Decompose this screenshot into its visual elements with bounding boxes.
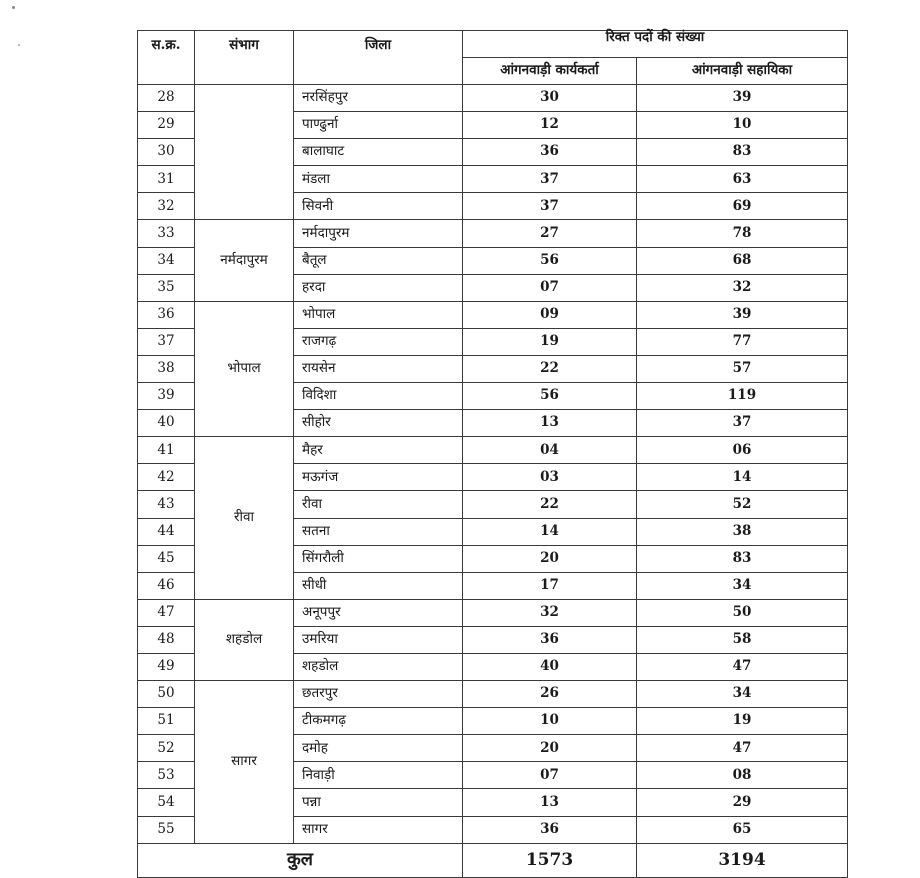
header-helper: आंगनवाड़ी सहायिका <box>637 58 848 85</box>
serial-cell: 37 <box>138 328 195 355</box>
helper-cell: 32 <box>637 274 848 301</box>
district-cell: सीधी <box>294 572 463 599</box>
serial-cell: 36 <box>138 301 195 328</box>
serial-cell: 30 <box>138 139 195 166</box>
helper-cell: 47 <box>637 735 848 762</box>
worker-cell: 03 <box>463 464 637 491</box>
district-cell: बैतूल <box>294 247 463 274</box>
helper-cell: 83 <box>637 139 848 166</box>
serial-cell: 45 <box>138 545 195 572</box>
division-cell: सागर <box>195 681 294 844</box>
district-cell: अनूपपुर <box>294 599 463 626</box>
serial-cell: 51 <box>138 708 195 735</box>
district-cell: टीकमगढ़ <box>294 708 463 735</box>
worker-cell: 13 <box>463 789 637 816</box>
worker-cell: 22 <box>463 491 637 518</box>
helper-cell: 38 <box>637 518 848 545</box>
serial-cell: 32 <box>138 193 195 220</box>
serial-cell: 35 <box>138 274 195 301</box>
helper-cell: 50 <box>637 599 848 626</box>
serial-cell: 40 <box>138 410 195 437</box>
worker-cell: 37 <box>463 166 637 193</box>
table-body <box>138 85 848 844</box>
worker-cell: 36 <box>463 626 637 653</box>
helper-cell: 57 <box>637 355 848 382</box>
helper-cell: 119 <box>637 383 848 410</box>
scan-dot <box>18 44 20 46</box>
worker-cell: 56 <box>463 247 637 274</box>
helper-cell: 34 <box>637 681 848 708</box>
table-row <box>138 301 848 328</box>
district-cell: सीहोर <box>294 410 463 437</box>
serial-cell: 49 <box>138 653 195 680</box>
worker-cell: 20 <box>463 735 637 762</box>
district-cell: मैहर <box>294 437 463 464</box>
worker-cell: 37 <box>463 193 637 220</box>
district-cell: हरदा <box>294 274 463 301</box>
division-cell: रीवा <box>195 437 294 600</box>
header-division: संभाग <box>195 31 294 85</box>
district-cell: शहडोल <box>294 653 463 680</box>
helper-cell: 69 <box>637 193 848 220</box>
worker-cell: 36 <box>463 139 637 166</box>
helper-cell: 08 <box>637 762 848 789</box>
helper-cell: 65 <box>637 816 848 843</box>
district-cell: मंडला <box>294 166 463 193</box>
district-cell: सागर <box>294 816 463 843</box>
serial-cell: 39 <box>138 383 195 410</box>
serial-cell: 33 <box>138 220 195 247</box>
helper-cell: 68 <box>637 247 848 274</box>
worker-cell: 12 <box>463 112 637 139</box>
district-cell: उमरिया <box>294 626 463 653</box>
header-district: जिला <box>294 31 463 85</box>
helper-cell: 34 <box>637 572 848 599</box>
worker-cell: 14 <box>463 518 637 545</box>
worker-cell: 40 <box>463 653 637 680</box>
helper-cell: 83 <box>637 545 848 572</box>
worker-cell: 30 <box>463 85 637 112</box>
serial-cell: 41 <box>138 437 195 464</box>
helper-cell: 52 <box>637 491 848 518</box>
serial-cell: 42 <box>138 464 195 491</box>
division-cell: भोपाल <box>195 301 294 436</box>
serial-cell: 29 <box>138 112 195 139</box>
serial-cell: 50 <box>138 681 195 708</box>
helper-cell: 14 <box>637 464 848 491</box>
worker-cell: 36 <box>463 816 637 843</box>
serial-cell: 52 <box>138 735 195 762</box>
helper-cell: 47 <box>637 653 848 680</box>
division-cell <box>195 85 294 220</box>
district-cell: विदिशा <box>294 383 463 410</box>
total-worker: 1573 <box>463 843 637 877</box>
helper-cell: 06 <box>637 437 848 464</box>
worker-cell: 32 <box>463 599 637 626</box>
header-sr: स.क्र. <box>138 31 195 85</box>
district-cell: राजगढ़ <box>294 328 463 355</box>
serial-cell: 31 <box>138 166 195 193</box>
district-cell: रीवा <box>294 491 463 518</box>
helper-cell: 39 <box>637 301 848 328</box>
district-cell: पन्ना <box>294 789 463 816</box>
district-cell: बालाघाट <box>294 139 463 166</box>
helper-cell: 58 <box>637 626 848 653</box>
worker-cell: 19 <box>463 328 637 355</box>
helper-cell: 10 <box>637 112 848 139</box>
serial-cell: 43 <box>138 491 195 518</box>
serial-cell: 38 <box>138 355 195 382</box>
district-cell: रायसेन <box>294 355 463 382</box>
worker-cell: 26 <box>463 681 637 708</box>
worker-cell: 04 <box>463 437 637 464</box>
district-cell: पाण्ढुर्ना <box>294 112 463 139</box>
helper-cell: 77 <box>637 328 848 355</box>
serial-cell: 47 <box>138 599 195 626</box>
district-cell: सिंगरौली <box>294 545 463 572</box>
worker-cell: 17 <box>463 572 637 599</box>
worker-cell: 22 <box>463 355 637 382</box>
serial-cell: 28 <box>138 85 195 112</box>
helper-cell: 39 <box>637 85 848 112</box>
district-cell: दमोह <box>294 735 463 762</box>
serial-cell: 53 <box>138 762 195 789</box>
helper-cell: 29 <box>637 789 848 816</box>
division-cell: नर्मदापुरम <box>195 220 294 301</box>
worker-cell: 13 <box>463 410 637 437</box>
district-cell: भोपाल <box>294 301 463 328</box>
helper-cell: 78 <box>637 220 848 247</box>
helper-cell: 19 <box>637 708 848 735</box>
total-label: कुल <box>138 843 463 877</box>
serial-cell: 48 <box>138 626 195 653</box>
worker-cell: 56 <box>463 383 637 410</box>
table-row <box>138 85 848 112</box>
helper-cell: 63 <box>637 166 848 193</box>
worker-cell: 27 <box>463 220 637 247</box>
total-row <box>138 843 848 877</box>
serial-cell: 54 <box>138 789 195 816</box>
district-cell: निवाड़ी <box>294 762 463 789</box>
table-row <box>138 220 848 247</box>
worker-cell: 09 <box>463 301 637 328</box>
division-cell: शहडोल <box>195 599 294 680</box>
serial-cell: 44 <box>138 518 195 545</box>
table-row <box>138 437 848 464</box>
header-worker: आंगनवाड़ी कार्यकर्ता <box>463 58 637 85</box>
district-cell: सिवनी <box>294 193 463 220</box>
district-cell: सतना <box>294 518 463 545</box>
table-row <box>138 599 848 626</box>
district-cell: नरसिंहपुर <box>294 85 463 112</box>
worker-cell: 10 <box>463 708 637 735</box>
serial-cell: 46 <box>138 572 195 599</box>
district-cell: छतरपुर <box>294 681 463 708</box>
total-helper: 3194 <box>637 843 848 877</box>
helper-cell: 37 <box>637 410 848 437</box>
district-cell: मऊगंज <box>294 464 463 491</box>
serial-cell: 34 <box>138 247 195 274</box>
table-row <box>138 681 848 708</box>
worker-cell: 20 <box>463 545 637 572</box>
scan-dot <box>12 6 15 9</box>
worker-cell: 07 <box>463 274 637 301</box>
header-vacancy-group: रिक्त पदों की संख्या <box>463 31 848 58</box>
serial-cell: 55 <box>138 816 195 843</box>
worker-cell: 07 <box>463 762 637 789</box>
vacancy-table <box>137 30 848 878</box>
district-cell: नर्मदापुरम <box>294 220 463 247</box>
